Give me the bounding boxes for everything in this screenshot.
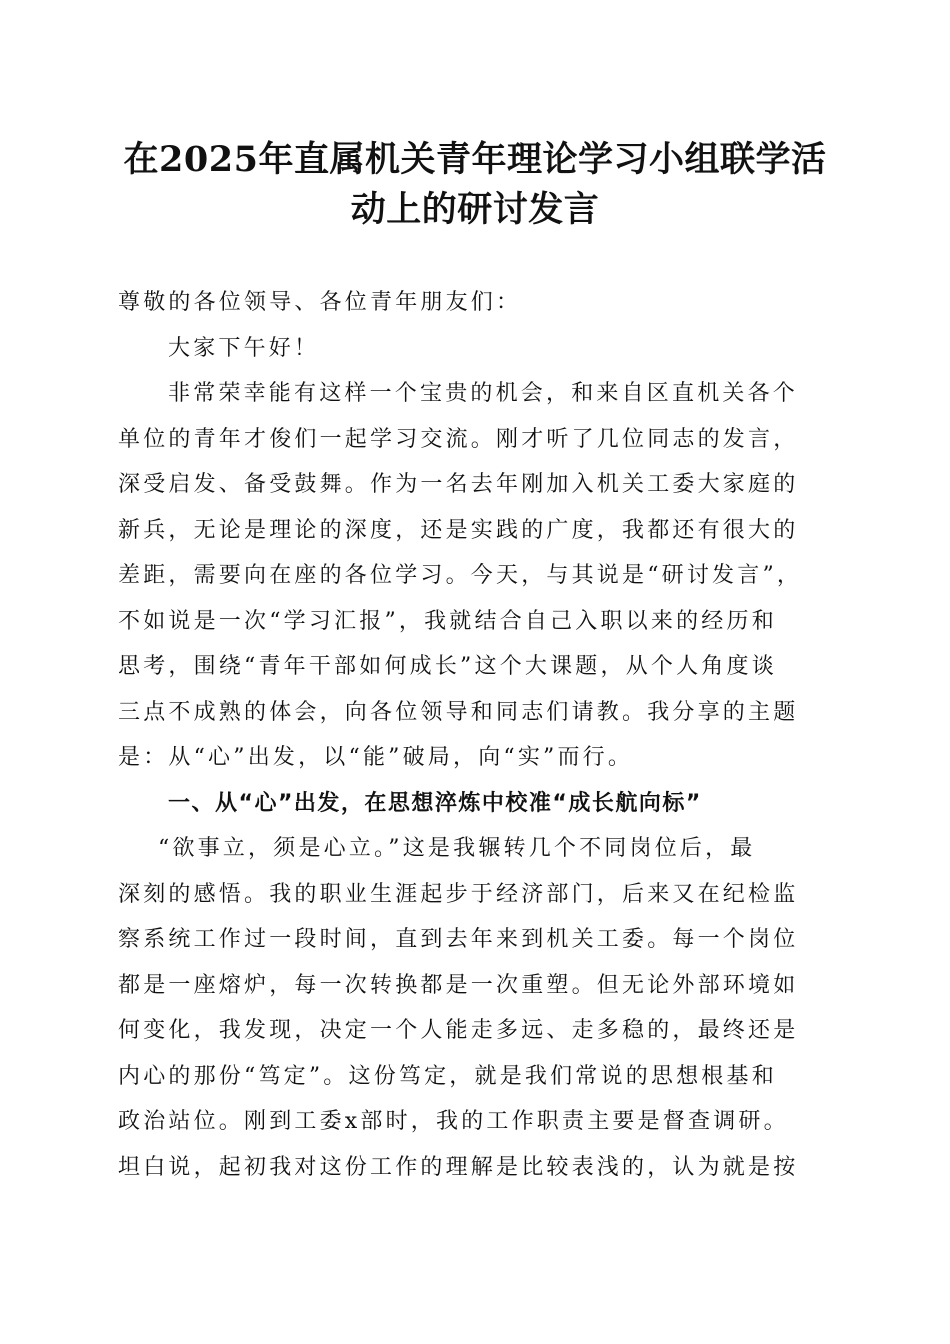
document-title: [100, 135, 850, 235]
paragraph-line: 深刻的感悟。我的职业生涯起步于经济部门，后来又在纪检监: [118, 881, 799, 907]
paragraph-line: 察系统工作过一段时间，直到去年来到机关工委。每一个岗位: [118, 927, 799, 952]
paragraph-intro: [118, 371, 833, 781]
paragraph-line: 都是一座熔炉，每一次转换都是一次重塑。但无论外部环境如: [118, 972, 799, 998]
paragraph-line: 非常荣幸能有这样一个宝贵的机会，和来自区直机关各个: [168, 381, 799, 406]
paragraph-line: 新兵，无论是理论的深度，还是实践的广度，我都还有很大的: [118, 517, 799, 543]
salutation: 尊敬的各位领导、各位青年朋友们：: [118, 290, 522, 315]
paragraph-line: 何变化，我发现，决定一个人能走多远、走多稳的，最终还是: [118, 1018, 799, 1043]
paragraph-line: 政治站位。刚到工委x部时，我的工作职责主要是督查调研。: [118, 1109, 789, 1134]
paragraph-line: 不如说是一次“学习汇报”，我就结合自己入职以来的经历和: [118, 608, 777, 634]
greeting: 大家下午好！: [168, 335, 320, 361]
paragraph-section-1: [118, 826, 833, 1190]
paragraph-line: “欲事立，须是心立。”这是我辗转几个不同岗位后，最: [158, 836, 756, 861]
paragraph-line: 三点不成熟的体会，向各位领导和同志们请教。我分享的主题: [118, 699, 799, 725]
paragraph-line: 是：从“心”出发，以“能”破局，向“实”而行。: [118, 745, 634, 770]
document-body: [118, 280, 833, 1190]
title-line-2: 动上的研讨发言: [350, 189, 600, 230]
paragraph-line: 差距，需要向在座的各位学习。今天，与其说是“研讨发言”，: [118, 563, 803, 588]
paragraph-line: 思考，围绕“青年干部如何成长”这个大课题，从个人角度谈: [118, 654, 777, 679]
paragraph-line: 内心的那份“笃定”。这份笃定，就是我们常说的思想根基和: [118, 1063, 777, 1089]
section-heading-1: 一、从“心”出发，在思想淬炼中校准“成长航向标”: [168, 790, 702, 816]
paragraph-line: 单位的青年才俊们一起学习交流。刚才听了几位同志的发言，: [118, 426, 799, 452]
paragraph-line: 坦白说，起初我对这份工作的理解是比较表浅的，认为就是按: [118, 1154, 799, 1180]
paragraph-line: 深受启发、备受鼓舞。作为一名去年刚加入机关工委大家庭的: [118, 472, 799, 497]
title-line-1: 在2025年直属机关青年理论学习小组联学活: [123, 139, 827, 180]
